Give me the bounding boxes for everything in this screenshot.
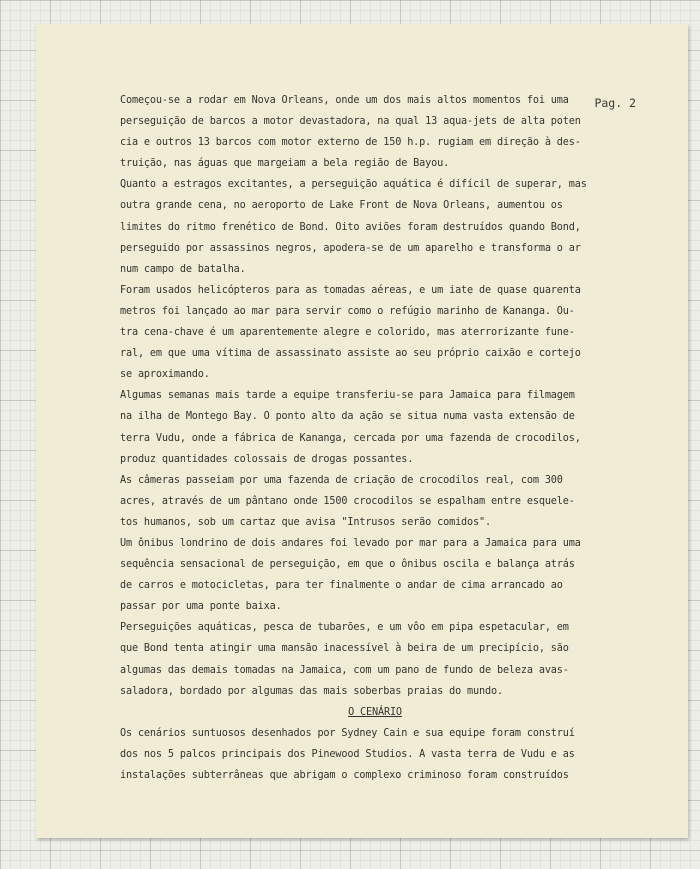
text-line: passar por uma ponte baixa. [120, 601, 282, 613]
text-line: saladora, bordado por algumas das mais soberbas praias do mundo. [120, 685, 503, 697]
text-line: na ilha de Montego Bay. O ponto alto da ação se situa numa vasta extensão de [120, 411, 575, 423]
text-line: truição, nas águas que margeiam a bela região de Bayou. [120, 158, 450, 170]
text-line: perseguido por assassinos negros, apodera-se de um aparelho e transforma o ar [120, 242, 581, 254]
text-line: algumas das demais tomadas na Jamaica, com um pano de fundo de beleza avas- [120, 664, 569, 676]
text-line: terra Vudu, onde a fábrica de Kananga, cercada por uma fazenda de crocodilos, [120, 432, 581, 444]
text-line: Foram usados helicópteros para as tomadas aéreas, e um iate de quase quarenta [120, 284, 581, 296]
text-line: se aproximando. [120, 369, 210, 381]
text-line: Algumas semanas mais tarde a equipe transferiu-se para Jamaica para filmagem [120, 390, 575, 402]
text-line: acres, através de um pântano onde 1500 crocodilos se espalham entre esquele- [120, 495, 575, 507]
typed-text-body [120, 90, 620, 786]
text-line: ral, em que uma vítima de assassinato assiste ao seu próprio caixão e cortejo [120, 348, 581, 360]
page-number: Pag. 2 [594, 96, 636, 110]
text-line: cia e outros 13 barcos com motor externo de 150 h.p. rugiam em direção à des- [120, 137, 581, 149]
text-line: tra cena-chave é um aparentemente alegre e colorido, mas aterrorizante fune- [120, 327, 575, 339]
text-line: num campo de batalha. [120, 263, 246, 275]
text-line: produz quantidades colossais de drogas possantes. [120, 453, 414, 465]
text-line: Os cenários suntuosos desenhados por Sydney Cain e sua equipe foram construí [120, 727, 575, 739]
text-line: perseguição de barcos a motor devastadora, na qual 13 aqua-jets de alta poten [120, 116, 581, 128]
text-line: Um ônibus londrino de dois andares foi levado por mar para a Jamaica para uma [120, 537, 581, 549]
text-line: outra grande cena, no aeroporto de Lake Front de Nova Orleans, aumentou os [120, 200, 563, 212]
text-line: que Bond tenta atingir uma mansão inacessível à beira de um precipício, são [120, 643, 569, 655]
section-heading-text: O CENÁRIO [348, 706, 402, 718]
text-line: tos humanos, sob um cartaz que avisa "Intrusos serão comidos". [120, 516, 491, 528]
text-line: limites do ritmo frenético de Bond. Oito aviões foram destruídos quando Bond, [120, 221, 581, 233]
text-line: As câmeras passeiam por uma fazenda de criação de crocodilos real, com 300 [120, 474, 563, 486]
text-line: sequência sensacional de perseguição, em que o ônibus oscila e balança atrás [120, 559, 575, 571]
text-line: dos nos 5 palcos principais dos Pinewood Studios. A vasta terra de Vudu e as [120, 748, 575, 760]
text-line: Quanto a estragos excitantes, a perseguição aquática é difícil de superar, mas [120, 179, 587, 191]
text-line: metros foi lançado ao mar para servir como o refúgio marinho de Kananga. Ou- [120, 305, 575, 317]
text-line: instalações subterrâneas que abrigam o complexo criminoso foram construídos [120, 770, 569, 781]
text-line: de carros e motocicletas, para ter finalmente o andar de cima arrancado ao [120, 580, 563, 592]
section-heading [130, 702, 620, 723]
text-line: Começou-se a rodar em Nova Orleans, onde um dos mais altos momentos foi uma [120, 95, 569, 106]
text-line: Perseguições aquáticas, pesca de tubarões, e um vôo em pipa espetacular, em [120, 622, 569, 634]
